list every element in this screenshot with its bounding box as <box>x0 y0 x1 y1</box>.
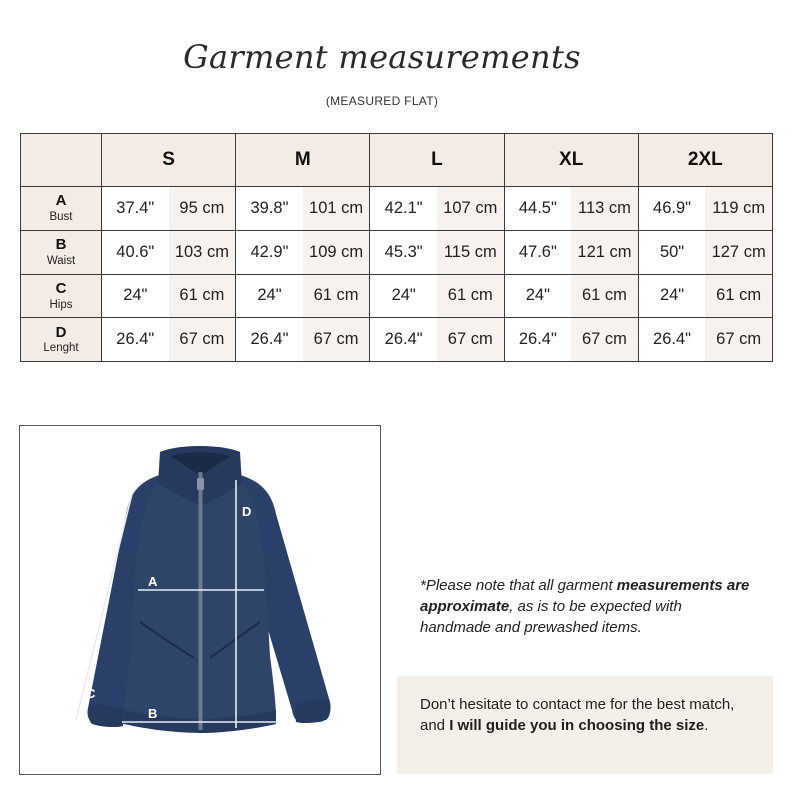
size-chart-table <box>20 133 773 362</box>
value-inches: 39.8" <box>236 187 303 230</box>
value-inches: 24" <box>505 275 572 318</box>
row-letter: A <box>55 192 67 210</box>
contact-bold: I will guide you in choosing the size <box>449 717 705 734</box>
page-subtitle: (MEASURED FLAT) <box>325 94 439 108</box>
row-letter: C <box>55 279 67 297</box>
value-inches: 44.5" <box>505 187 572 230</box>
measure-cell <box>504 230 638 274</box>
value-inches: 26.4" <box>370 318 437 361</box>
zipper <box>199 472 203 730</box>
approximate-note <box>420 575 750 638</box>
jacket-illustration <box>20 426 381 775</box>
value-inches: 24" <box>236 275 303 318</box>
value-inches: 26.4" <box>639 318 706 361</box>
measure-cell <box>370 187 504 231</box>
measure-cell <box>102 230 236 274</box>
value-cm: 67 cm <box>169 318 236 361</box>
value-cm: 115 cm <box>437 231 504 274</box>
value-cm: 119 cm <box>705 187 772 230</box>
measure-row-d <box>21 318 773 362</box>
measure-cell <box>236 187 370 231</box>
measure-label-a: A <box>148 574 158 589</box>
value-cm: 61 cm <box>437 275 504 318</box>
measure-cell <box>370 318 504 362</box>
size-header-s: S <box>102 134 236 187</box>
value-inches: 46.9" <box>639 187 706 230</box>
size-header-2xl: 2XL <box>638 134 772 187</box>
value-cm: 61 cm <box>303 275 370 318</box>
row-label-cell <box>21 318 102 362</box>
value-cm: 67 cm <box>705 318 772 361</box>
value-inches: 40.6" <box>102 231 169 274</box>
value-inches: 42.1" <box>370 187 437 230</box>
measure-cell <box>370 274 504 318</box>
contact-suffix: . <box>704 717 709 734</box>
value-inches: 45.3" <box>370 231 437 274</box>
value-cm: 61 cm <box>705 275 772 318</box>
measure-cell <box>236 318 370 362</box>
measure-cell <box>638 230 772 274</box>
value-cm: 61 cm <box>571 275 638 318</box>
measure-cell <box>102 318 236 362</box>
value-inches: 24" <box>370 275 437 318</box>
value-inches: 42.9" <box>236 231 303 274</box>
measure-cell <box>102 274 236 318</box>
size-header-l: L <box>370 134 504 187</box>
value-inches: 26.4" <box>505 318 572 361</box>
measure-label-c: C <box>86 686 96 701</box>
note-suffix: , as is to be expected with handmade and prewashed items. <box>420 598 682 636</box>
measure-label-b: B <box>148 706 158 721</box>
row-label-cell <box>21 274 102 318</box>
row-label-cell <box>21 230 102 274</box>
row-letter: D <box>55 323 67 341</box>
measure-cell <box>638 274 772 318</box>
value-cm: 113 cm <box>571 187 638 230</box>
row-name: Bust <box>49 211 73 224</box>
measure-cell <box>504 318 638 362</box>
value-cm: 103 cm <box>169 231 236 274</box>
measure-cell <box>638 187 772 231</box>
measure-cell <box>102 187 236 231</box>
note-bold: measurements are approximate <box>420 577 750 615</box>
contact-box <box>397 676 773 774</box>
value-inches: 26.4" <box>102 318 169 361</box>
row-name: Waist <box>46 254 76 267</box>
measure-cell <box>638 318 772 362</box>
value-cm: 95 cm <box>169 187 236 230</box>
measure-label-d: D <box>242 504 252 519</box>
measure-row-b <box>21 230 773 274</box>
value-cm: 67 cm <box>437 318 504 361</box>
measure-row-c <box>21 274 773 318</box>
value-cm: 61 cm <box>169 275 236 318</box>
value-cm: 109 cm <box>303 231 370 274</box>
header-corner-cell <box>21 134 102 187</box>
row-letter: B <box>55 236 67 254</box>
value-cm: 67 cm <box>571 318 638 361</box>
value-cm: 107 cm <box>437 187 504 230</box>
row-name: Lenght <box>43 342 79 355</box>
value-inches: 24" <box>102 275 169 318</box>
value-cm: 101 cm <box>303 187 370 230</box>
value-inches: 24" <box>639 275 706 318</box>
measure-cell <box>370 230 504 274</box>
contact-prefix: Don’t hesitate to contact me for the best match, and <box>420 696 735 734</box>
size-header-row <box>21 134 773 187</box>
size-header-m: M <box>236 134 370 187</box>
value-inches: 50" <box>639 231 706 274</box>
value-cm: 121 cm <box>571 231 638 274</box>
jacket-diagram <box>19 425 381 775</box>
measure-row-a <box>21 187 773 231</box>
value-inches: 26.4" <box>236 318 303 361</box>
row-name: Hips <box>49 298 73 311</box>
value-cm: 127 cm <box>705 231 772 274</box>
page-title: Garment measurements <box>183 38 581 76</box>
measure-cell <box>236 230 370 274</box>
size-header-xl: XL <box>504 134 638 187</box>
value-inches: 37.4" <box>102 187 169 230</box>
measure-cell <box>236 274 370 318</box>
row-label-cell <box>21 187 102 231</box>
note-prefix: *Please note that all garment <box>420 577 617 594</box>
left-cuff <box>89 704 124 727</box>
value-inches: 47.6" <box>505 231 572 274</box>
value-cm: 67 cm <box>303 318 370 361</box>
measure-cell <box>504 274 638 318</box>
measure-cell <box>504 187 638 231</box>
zipper-pull <box>197 478 204 490</box>
